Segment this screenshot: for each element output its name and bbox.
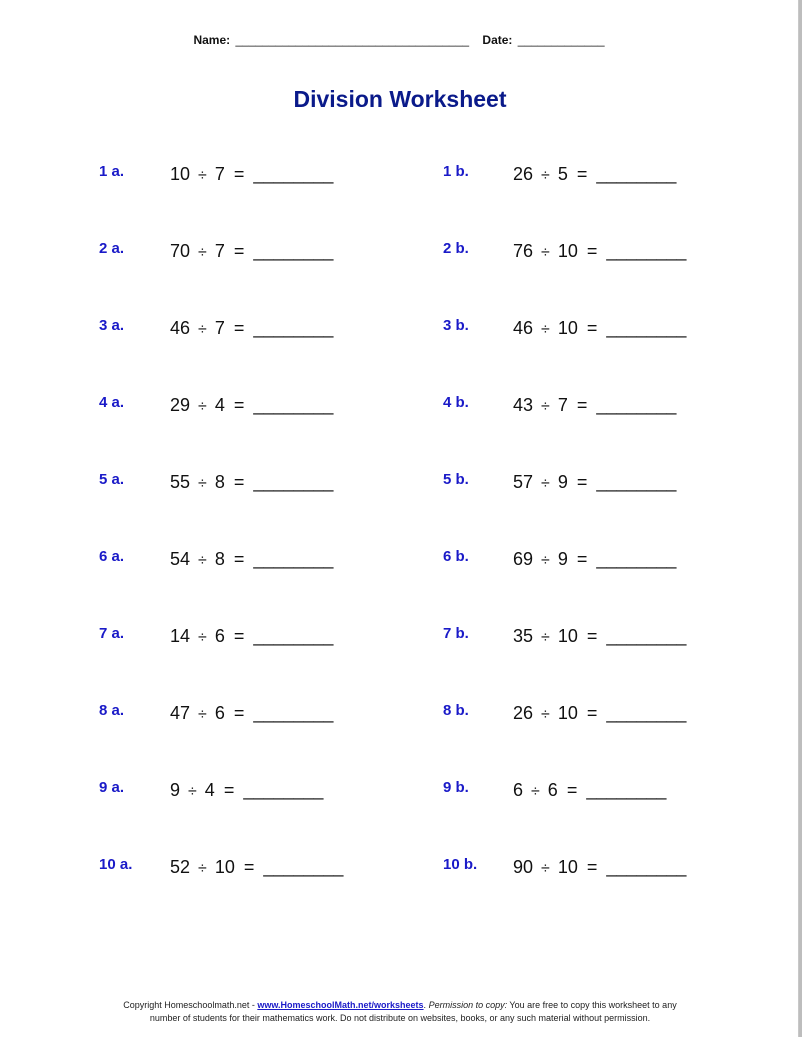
problem-label: 4 a. — [99, 394, 125, 411]
divisor: 10 — [557, 626, 578, 646]
footer-permission-label: Permission to copy: — [428, 1000, 508, 1010]
problem-expression — [513, 164, 676, 185]
equals-sign: = — [233, 241, 245, 261]
problem-label: 8 a. — [99, 702, 125, 719]
answer-blank[interactable]: ________ — [586, 780, 667, 800]
division-operator: ÷ — [541, 398, 550, 415]
problem-expression — [170, 318, 333, 339]
page-title: Division Worksheet — [293, 86, 507, 112]
problem-label: 4 b. — [443, 394, 469, 411]
equals-sign: = — [566, 780, 578, 800]
equals-sign: = — [233, 703, 245, 723]
equals-sign: = — [576, 164, 588, 184]
problem-expression — [513, 472, 676, 493]
equals-sign: = — [233, 549, 245, 569]
division-operator: ÷ — [198, 552, 207, 569]
dividend: 69 — [513, 549, 534, 569]
problem-expression — [170, 857, 343, 878]
answer-blank[interactable]: ________ — [253, 549, 334, 569]
problem-label: 7 b. — [443, 625, 469, 642]
division-operator: ÷ — [541, 244, 550, 261]
divisor: 7 — [214, 241, 225, 261]
equals-sign: = — [233, 626, 245, 646]
problem-expression — [170, 780, 323, 801]
answer-blank[interactable]: ________ — [606, 703, 687, 723]
answer-blank[interactable]: ________ — [243, 780, 324, 800]
date-line: _____________ — [517, 33, 605, 47]
dividend: 46 — [170, 318, 191, 338]
dividend: 10 — [170, 164, 191, 184]
division-operator: ÷ — [541, 629, 550, 646]
problem-label: 7 a. — [99, 625, 125, 642]
divisor: 10 — [557, 703, 578, 723]
footer-sep: . — [423, 1000, 429, 1010]
division-operator: ÷ — [198, 629, 207, 646]
dividend: 57 — [513, 472, 534, 492]
answer-blank[interactable]: ________ — [606, 857, 687, 877]
equals-sign: = — [576, 549, 588, 569]
division-operator: ÷ — [198, 706, 207, 723]
equals-sign: = — [576, 472, 588, 492]
equals-sign: = — [243, 857, 255, 877]
equals-sign: = — [586, 626, 598, 646]
footer — [0, 999, 800, 1025]
dividend: 70 — [170, 241, 191, 261]
footer-line-2: number of students for their mathematics work. Do not distribute on websites, books, or any such material without permission. — [149, 1013, 651, 1023]
divisor: 4 — [204, 780, 215, 800]
problem-expression — [513, 703, 686, 724]
divisor: 9 — [557, 472, 568, 492]
division-operator: ÷ — [198, 167, 207, 184]
answer-blank[interactable]: ________ — [596, 164, 677, 184]
problem-expression — [513, 857, 686, 878]
division-operator: ÷ — [541, 706, 550, 723]
problem-label: 5 b. — [443, 471, 469, 488]
answer-blank[interactable]: ________ — [596, 472, 677, 492]
division-operator: ÷ — [198, 244, 207, 261]
answer-blank[interactable]: ________ — [253, 703, 334, 723]
division-operator: ÷ — [541, 860, 550, 877]
equals-sign: = — [233, 318, 245, 338]
problem-expression — [513, 241, 686, 262]
dividend: 9 — [170, 780, 181, 800]
dividend: 52 — [170, 857, 191, 877]
equals-sign: = — [233, 472, 245, 492]
divisor: 5 — [557, 164, 568, 184]
dividend: 14 — [170, 626, 191, 646]
dividend: 90 — [513, 857, 534, 877]
answer-blank[interactable]: ________ — [606, 318, 687, 338]
dividend: 6 — [513, 780, 524, 800]
answer-blank[interactable]: ________ — [596, 549, 677, 569]
dividend: 54 — [170, 549, 191, 569]
problem-label: 9 b. — [443, 779, 469, 796]
problem-label: 2 a. — [99, 240, 125, 257]
problem-label: 6 a. — [99, 548, 125, 565]
divisor: 10 — [557, 857, 578, 877]
divisor: 10 — [557, 318, 578, 338]
answer-blank[interactable]: ________ — [606, 626, 687, 646]
equals-sign: = — [586, 857, 598, 877]
equals-sign: = — [576, 395, 588, 415]
division-operator: ÷ — [541, 321, 550, 338]
problem-label: 2 b. — [443, 240, 469, 257]
problem-expression — [170, 472, 333, 493]
dividend: 43 — [513, 395, 534, 415]
answer-blank[interactable]: ________ — [253, 395, 334, 415]
dividend: 29 — [170, 395, 191, 415]
problem-expression — [513, 395, 676, 416]
problem-expression — [170, 626, 333, 647]
divisor: 6 — [214, 703, 225, 723]
date-label: Date: — [482, 33, 513, 47]
division-operator: ÷ — [541, 552, 550, 569]
problem-label: 3 b. — [443, 317, 469, 334]
dividend: 35 — [513, 626, 534, 646]
divisor: 6 — [547, 780, 558, 800]
answer-blank[interactable]: ________ — [253, 241, 334, 261]
divisor: 10 — [557, 241, 578, 261]
problem-expression — [170, 703, 333, 724]
problem-label: 5 a. — [99, 471, 125, 488]
problem-label: 6 b. — [443, 548, 469, 565]
footer-line-1 — [0, 999, 800, 1012]
problem-expression — [513, 626, 686, 647]
answer-blank[interactable]: ________ — [263, 857, 344, 877]
dividend: 46 — [513, 318, 534, 338]
problem-label: 3 a. — [99, 317, 125, 334]
division-operator: ÷ — [198, 475, 207, 492]
division-operator: ÷ — [188, 783, 197, 800]
divisor: 7 — [557, 395, 568, 415]
answer-blank[interactable]: ________ — [606, 241, 687, 261]
problem-label: 10 b. — [443, 856, 478, 873]
answer-blank[interactable]: ________ — [253, 626, 334, 646]
dividend: 47 — [170, 703, 191, 723]
problem-expression — [170, 549, 333, 570]
division-operator: ÷ — [541, 475, 550, 492]
divisor: 7 — [214, 318, 225, 338]
name-label: Name: — [193, 33, 231, 47]
problem-label: 1 a. — [99, 163, 125, 180]
name-line: ___________________________________ — [235, 33, 470, 47]
division-operator: ÷ — [198, 321, 207, 338]
equals-sign: = — [586, 703, 598, 723]
divisor: 8 — [214, 549, 225, 569]
problem-label: 9 a. — [99, 779, 125, 796]
dividend: 55 — [170, 472, 191, 492]
problem-label: 1 b. — [443, 163, 469, 180]
problem-expression — [513, 549, 676, 570]
answer-blank[interactable]: ________ — [253, 164, 334, 184]
equals-sign: = — [586, 318, 598, 338]
division-operator: ÷ — [198, 398, 207, 415]
division-operator: ÷ — [198, 860, 207, 877]
footer-link[interactable]: www.HomeschoolMath.net/worksheets — [257, 1000, 424, 1010]
problem-expression — [170, 241, 333, 262]
problem-expression — [513, 780, 666, 801]
footer-copyright: Copyright Homeschoolmath.net - — [123, 1000, 258, 1010]
answer-blank[interactable]: ________ — [253, 472, 334, 492]
divisor: 6 — [214, 626, 225, 646]
problem-expression — [513, 318, 686, 339]
problem-expression — [170, 164, 333, 185]
dividend: 26 — [513, 164, 534, 184]
answer-blank[interactable]: ________ — [253, 318, 334, 338]
divisor: 10 — [214, 857, 235, 877]
divisor: 7 — [214, 164, 225, 184]
division-operator: ÷ — [541, 167, 550, 184]
dividend: 76 — [513, 241, 534, 261]
name-date-header — [0, 33, 798, 47]
divisor: 8 — [214, 472, 225, 492]
equals-sign: = — [586, 241, 598, 261]
dividend: 26 — [513, 703, 534, 723]
answer-blank[interactable]: ________ — [596, 395, 677, 415]
division-operator: ÷ — [531, 783, 540, 800]
problem-expression — [170, 395, 333, 416]
equals-sign: = — [233, 395, 245, 415]
equals-sign: = — [223, 780, 235, 800]
footer-permission-text: You are free to copy this worksheet to any — [507, 1000, 677, 1010]
equals-sign: = — [233, 164, 245, 184]
problem-label: 8 b. — [443, 702, 469, 719]
divisor: 9 — [557, 549, 568, 569]
divisor: 4 — [214, 395, 225, 415]
problem-label: 10 a. — [99, 856, 133, 873]
